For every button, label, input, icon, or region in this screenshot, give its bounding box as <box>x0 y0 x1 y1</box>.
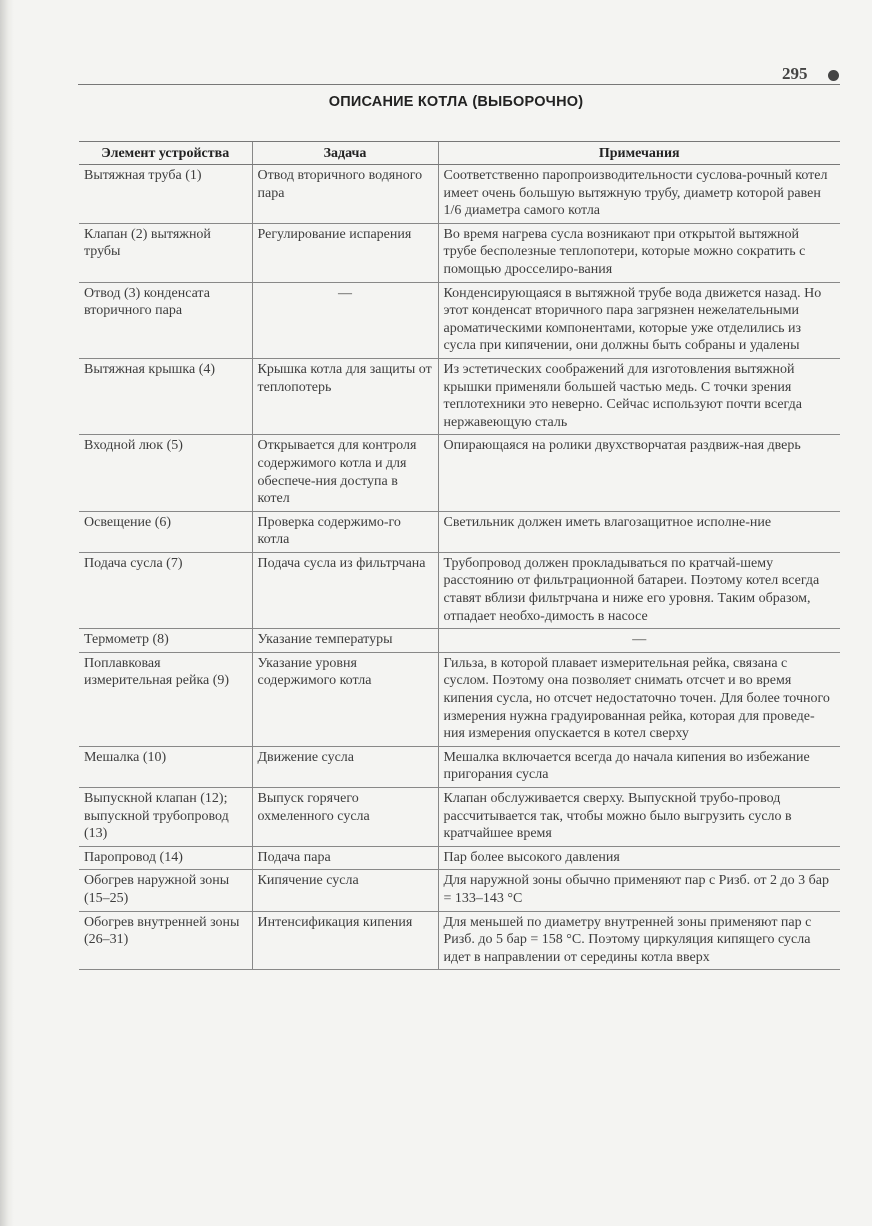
notes-cell: Клапан обслуживается сверху. Выпускной трубо-провод рассчитывается так, чтобы можно было выгрузить сусло в кратчайшее время <box>438 788 840 847</box>
task-cell: Выпуск горячего охмеленного сусла <box>252 788 438 847</box>
column-header-notes: Примечания <box>438 142 840 165</box>
task-cell: Подача пара <box>252 846 438 870</box>
element-cell: Подача сусла (7) <box>79 552 252 628</box>
task-cell: Кипячение сусла <box>252 870 438 911</box>
element-cell: Термометр (8) <box>79 629 252 653</box>
notes-cell: Мешалка включается всегда до начала кипения во избежание пригорания сусла <box>438 746 840 787</box>
notes-cell: Конденсирующаяся в вытяжной трубе вода движется назад. Но этот конденсат вторичного пара загрязнен нежелательными ароматическими компонентами, которые уже отделились из сусла при кипячении, они должны быть собраны и удалены <box>438 282 840 358</box>
notes-cell: Для меньшей по диаметру внутренней зоны применяют пар с Pизб. до 5 бар = 158 °С. Поэтому циркуляция кипящего сусла идет в направлении от середины котла вверх <box>438 911 840 970</box>
boiler-components-table <box>79 141 840 970</box>
task-cell: Интенсификация кипения <box>252 911 438 970</box>
table-row <box>79 511 840 552</box>
task-cell: Подача сусла из фильтрчана <box>252 552 438 628</box>
table-row <box>79 629 840 653</box>
element-cell: Входной люк (5) <box>79 435 252 511</box>
table-row <box>79 223 840 282</box>
notes-cell: Пар более высокого давления <box>438 846 840 870</box>
table-row <box>79 788 840 847</box>
task-cell: — <box>252 282 438 358</box>
notes-cell: Светильник должен иметь влагозащитное исполне-ние <box>438 511 840 552</box>
element-cell: Обогрев наружной зоны (15–25) <box>79 870 252 911</box>
column-header-task: Задача <box>252 142 438 165</box>
notes-cell: Соответственно паропроизводительности суслова-рочный котел имеет очень большую вытяжную трубу, диаметр которой равен 1/6 диаметра самого котла <box>438 165 840 224</box>
table-row <box>79 435 840 511</box>
element-cell: Паропровод (14) <box>79 846 252 870</box>
table-row <box>79 358 840 434</box>
notes-cell: Трубопровод должен прокладываться по кратчай-шему расстоянию от фильтрационной батареи. Поэтому котел всегда ставят вблизи фильтрчана и ниже его уровня. Таким образом, отпадает необхо-димость в насосе <box>438 552 840 628</box>
task-cell: Крышка котла для защиты от теплопотерь <box>252 358 438 434</box>
element-cell: Поплавковая измерительная рейка (9) <box>79 652 252 746</box>
table-row <box>79 846 840 870</box>
page-number: 295 <box>782 64 808 83</box>
table-header-row <box>79 142 840 165</box>
table-row <box>79 552 840 628</box>
notes-cell: Для наружной зоны обычно применяют пар с Pизб. от 2 до 3 бар = 133–143 °С <box>438 870 840 911</box>
task-cell: Проверка содержимо-го котла <box>252 511 438 552</box>
task-cell: Указание уровня содержимого котла <box>252 652 438 746</box>
column-header-element: Элемент устройства <box>79 142 252 165</box>
notes-cell: Из эстетических соображений для изготовления вытяжной крышки применяли большей частью медь. С точки зрения теплотехники это неверно. Сейчас используют почти всегда нержавеющую сталь <box>438 358 840 434</box>
element-cell: Освещение (6) <box>79 511 252 552</box>
table-row <box>79 282 840 358</box>
task-cell: Регулирование испарения <box>252 223 438 282</box>
task-cell: Указание температуры <box>252 629 438 653</box>
element-cell: Клапан (2) вытяжной трубы <box>79 223 252 282</box>
table-row <box>79 165 840 224</box>
element-cell: Вытяжная крышка (4) <box>79 358 252 434</box>
element-cell: Обогрев внутренней зоны (26–31) <box>79 911 252 970</box>
task-cell: Движение сусла <box>252 746 438 787</box>
element-cell: Вытяжная труба (1) <box>79 165 252 224</box>
notes-cell: Гильза, в которой плавает измерительная рейка, связана с суслом. Поэтому она позволяет снимать отсчет и во время кипения сусла, но отсчет недостаточно точен. Для более точного измерения нужна градуированная рейка, которая для проведе-ния измерения опускается в котел сверху <box>438 652 840 746</box>
task-cell: Отвод вторичного водяного пара <box>252 165 438 224</box>
element-cell: Отвод (3) конденсата вторичного пара <box>79 282 252 358</box>
notes-cell: Во время нагрева сусла возникают при открытой вытяжной трубе бесполезные теплопотери, которые можно сократить с помощью дросселиро-вания <box>438 223 840 282</box>
page-binding-edge <box>0 0 14 1226</box>
table-row <box>79 911 840 970</box>
table-row <box>79 746 840 787</box>
page-title: ОПИСАНИЕ КОТЛА (ВЫБОРОЧНО) <box>328 94 584 110</box>
table-row <box>79 652 840 746</box>
header-rule <box>78 84 840 85</box>
notes-cell: Опирающаяся на ролики двухстворчатая раздвиж-ная дверь <box>438 435 840 511</box>
notes-cell: — <box>438 629 840 653</box>
page-marker-icon <box>828 70 839 81</box>
element-cell: Выпускной клапан (12); выпускной трубопровод (13) <box>79 788 252 847</box>
table-row <box>79 870 840 911</box>
element-cell: Мешалка (10) <box>79 746 252 787</box>
task-cell: Открывается для контроля содержимого котла и для обеспече-ния доступа в котел <box>252 435 438 511</box>
